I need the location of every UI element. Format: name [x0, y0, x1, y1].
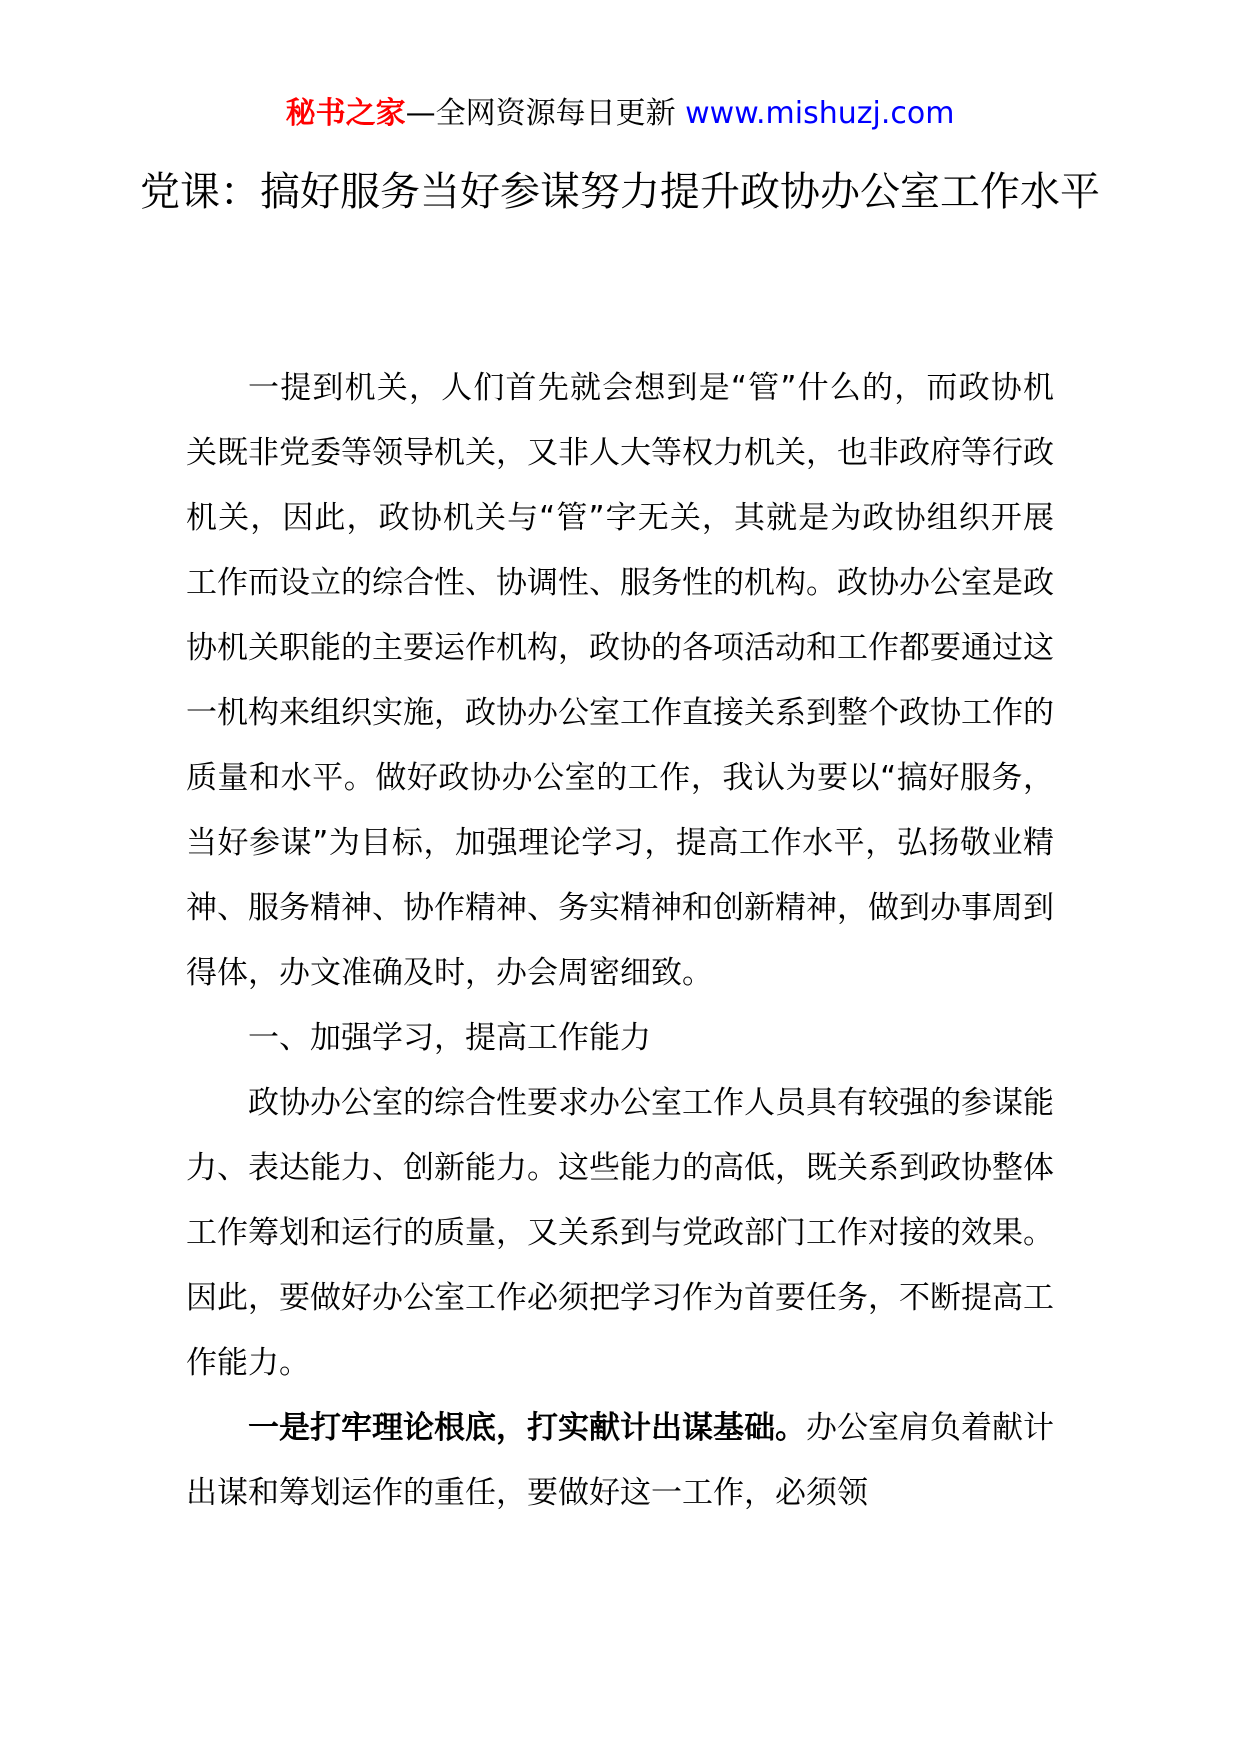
site-tagline: —全网资源每日更新: [405, 96, 686, 131]
document-body: [186, 356, 1054, 1526]
paragraph-section-1: 政协办公室的综合性要求办公室工作人员具有较强的参谋能力、表达能力、创新能力。这些能力的高低，既关系到政协整体工作筹划和运行的质量，又关系到与党政部门工作对接的效果。因此，要做好办公室工作必须把学习作为首要任务，不断提高工作能力。: [186, 1085, 1054, 1381]
paragraph-point-1: [186, 1396, 1054, 1526]
document-title: 党课：搞好服务当好参谋努力提升政协办公室工作水平: [140, 169, 1100, 215]
point-1-lead: 一是打牢理论根底，打实献计出谋基础。: [248, 1410, 806, 1446]
paragraph-intro: 一提到机关，人们首先就会想到是“管”什么的，而政协机关既非党委等领导机关，又非人大等权力机关，也非政府等行政机关，因此，政协机关与“管”字无关，其就是为政协组织开展工作而设立的综合性、协调性、服务性的机构。政协办公室是政协机关职能的主要运作机构，政协的各项活动和工作都要通过这一机构来组织实施，政协办公室工作直接关系到整个政协工作的质量和水平。做好政协办公室的工作，我认为要以“搞好服务，当好参谋”为目标，加强理论学习，提高工作水平，弘扬敬业精神、服务精神、协作精神、务实精神和创新精神，做到办事周到得体，办文准确及时，办会周密细致。: [186, 370, 1054, 991]
site-header: [0, 92, 1240, 136]
site-url-link[interactable]: www.mishuzj.com: [685, 96, 955, 131]
site-brand: 秘书之家: [285, 96, 406, 131]
point-1-text: 办公室肩负着献计出谋和筹划运作的重任，要做好这一工作，必须领: [186, 1410, 1054, 1511]
section-heading-1: 一、加强学习，提高工作能力: [248, 1020, 651, 1056]
